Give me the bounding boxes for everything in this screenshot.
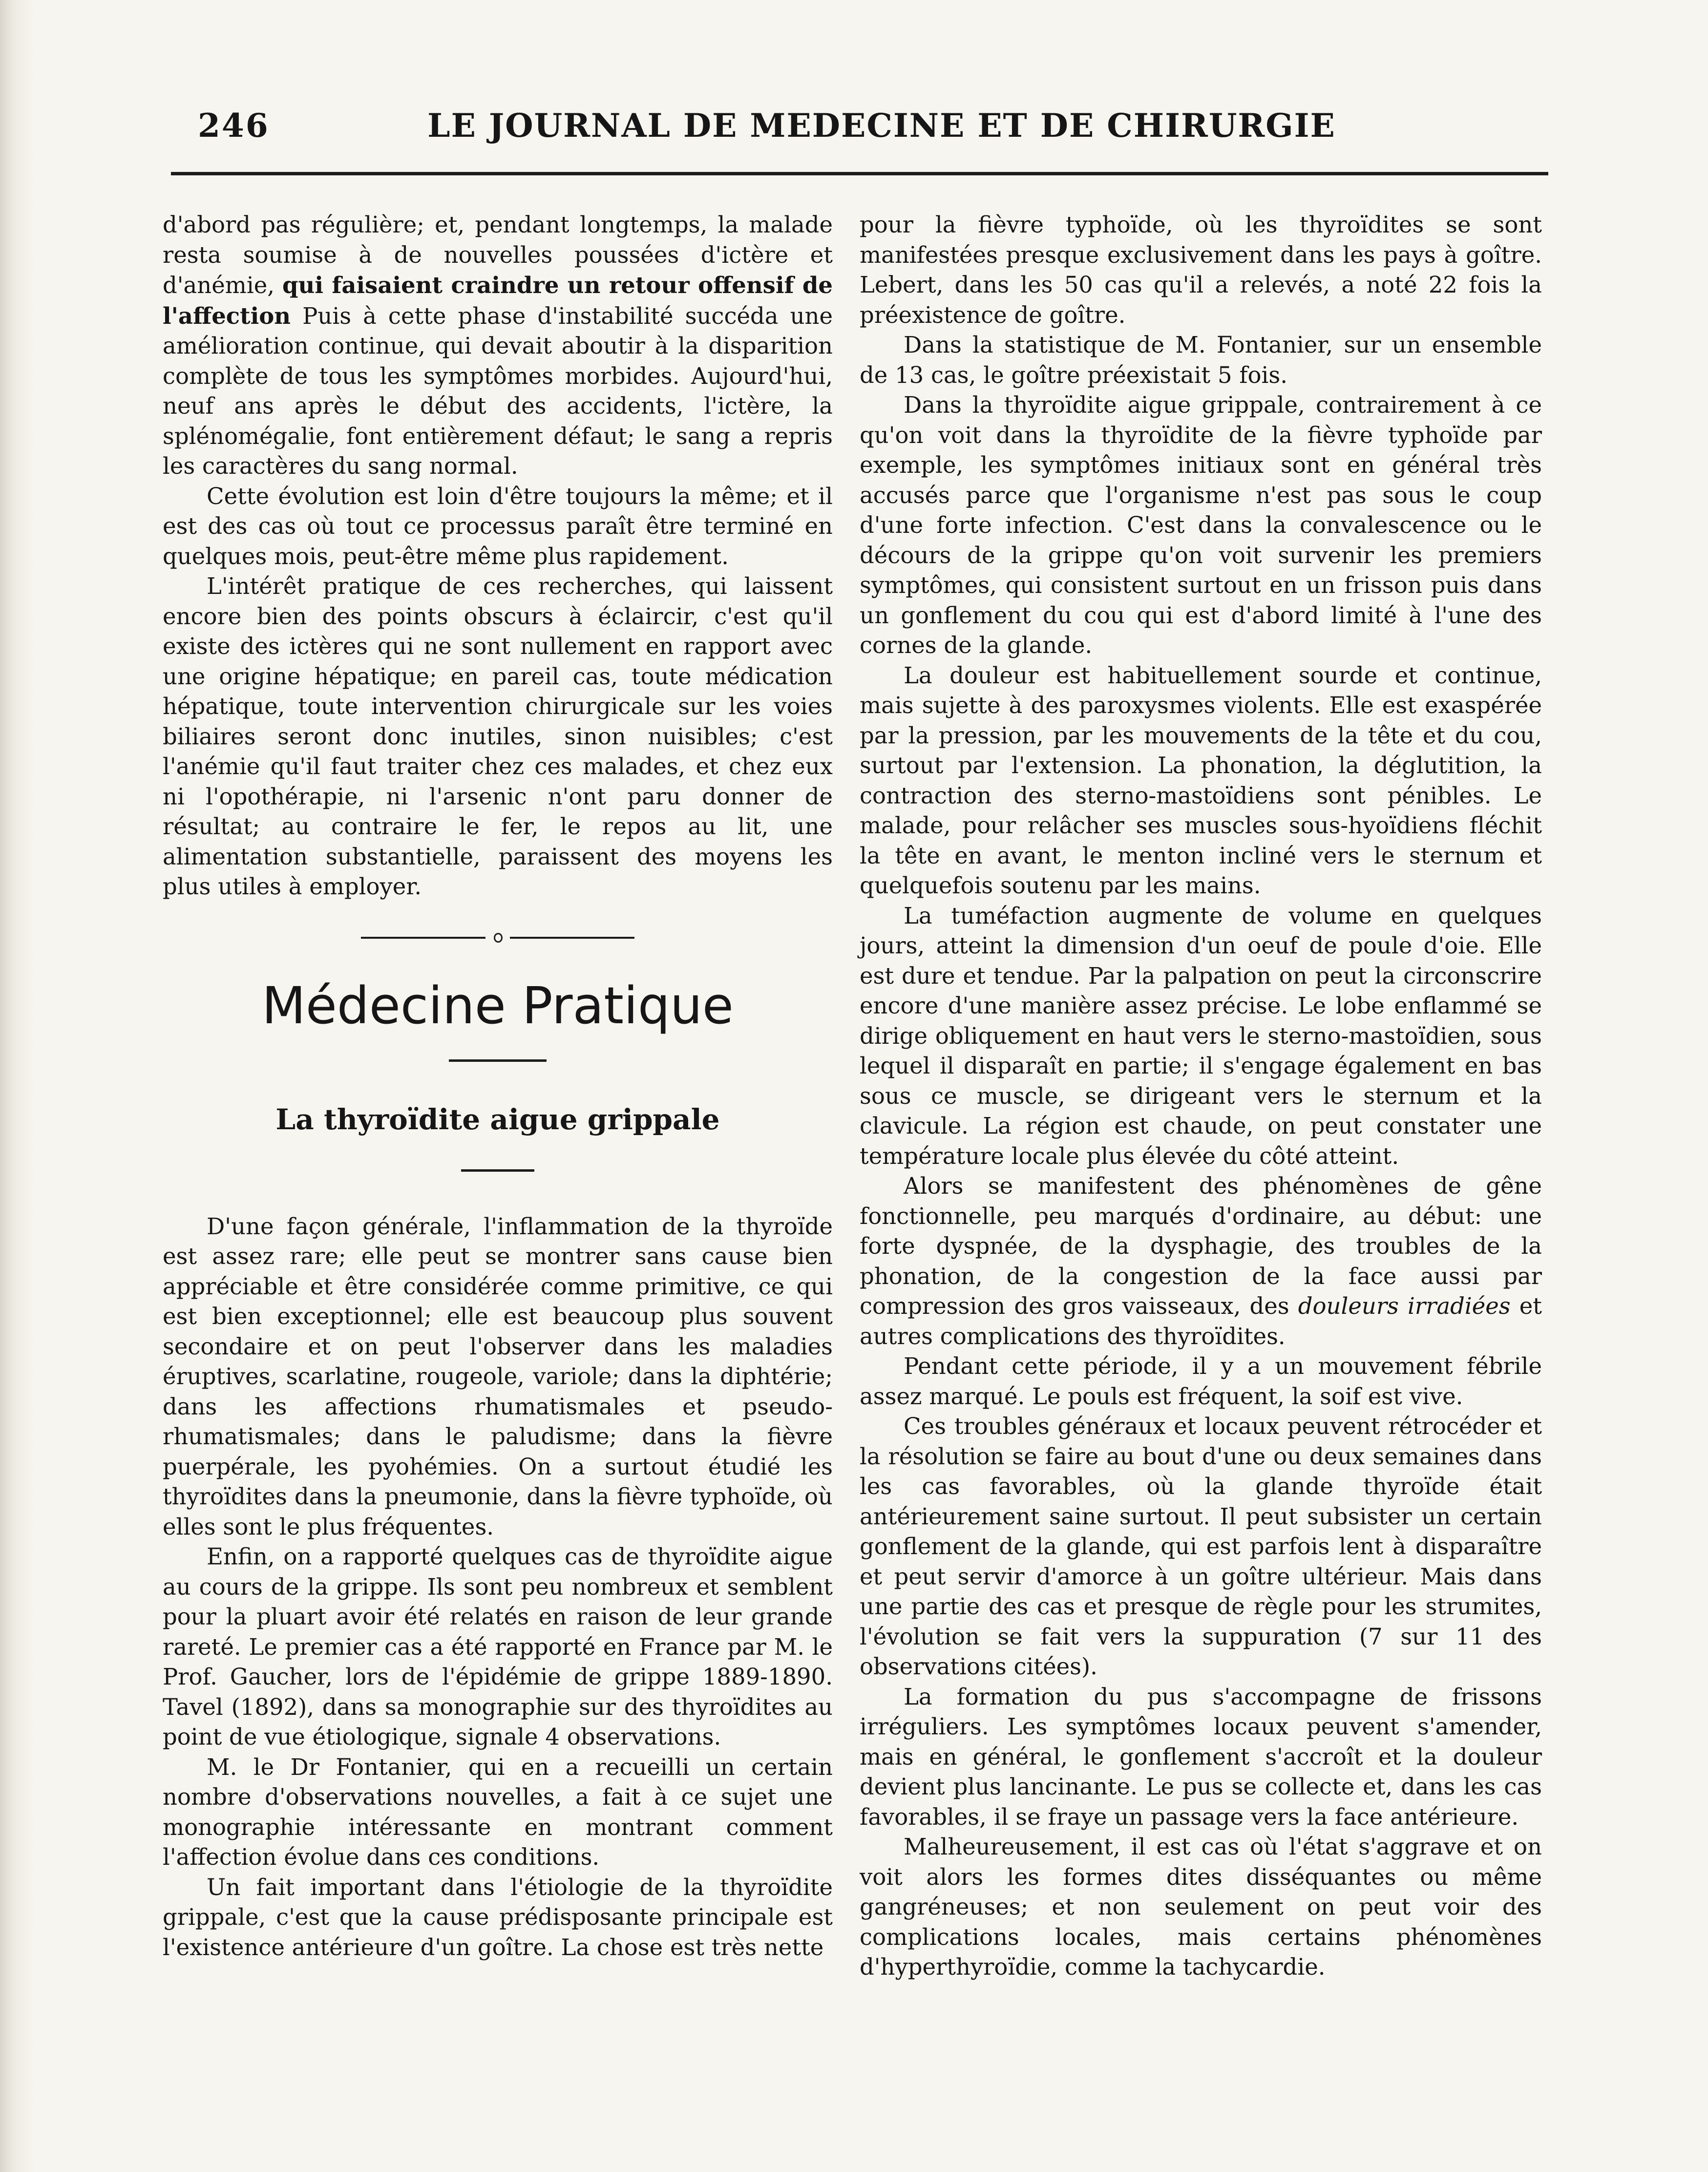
paragraph-text: et autres complications des thyroïdites.: [860, 1293, 1542, 1350]
ornament-line: [361, 937, 485, 939]
paragraph: Cette évolution est loin d'être toujours la même; et il est des cas où tout ce processus paraît être terminé en quelques mois, peut-être même plus rapidement.: [163, 483, 833, 569]
paragraph: L'intérêt pratique de ces recherches, qui laissent encore bien des points obscurs à éclaircir, c'est qu'il existe des ictères qui ne sont nullement en rapport avec une origine hépatique; en pareil cas, toute médication hépatique, toute intervention chirurgicale sur les voies biliaires seront donc inutiles, sinon nuisibles; c'est l'anémie qu'il faut traiter chez ces malades, et chez eux ni l'opothérapie, ni l'arsenic n'ont paru donner de résultat; au contraire le fer, le repos au lit, une alimentation substantielle, paraissent des moyens les plus utiles à employer.: [163, 573, 833, 900]
section-rule: [449, 1059, 547, 1062]
paragraph: Un fait important dans l'étiologie de la thyroïdite grippale, c'est que la cause prédisposante principale est l'existence antérieure d'un goître. La chose est très nette: [163, 1874, 833, 1961]
paragraph-text: Alors se manifestent des phénomènes de gêne fonctionnelle, peu marqués d'ordinaire, au début: une forte dyspnée, de la dysphagie, des troubles de la phonation, de la congestion de la face aussi par compression des gros vaisseaux, des: [860, 1173, 1542, 1319]
paragraph: Dans la statistique de M. Fontanier, sur un ensemble de 13 cas, le goître préexistait 5 fois.: [860, 332, 1542, 388]
paragraph: Malheureusement, il est cas où l'état s'aggrave et on voit alors les formes dites disséquantes ou même gangréneuses; et non seulement on peut voir des complications locales, mais certains phénomènes d'hyperthyroïdie, comme la tachycardie.: [860, 1834, 1542, 1980]
paragraph-italic-text: douleurs irradiées: [1298, 1293, 1511, 1319]
section-title: Médecine Pratique: [262, 975, 734, 1035]
paragraph: Enfin, on a rapporté quelques cas de thyroïdite aigue au cours de la grippe. Ils sont peu nombreux et semblent pour la pluart avoir été relatés en raison de leur grande rareté. Le premier cas a été rapporté en France par M. le Prof. Gaucher, lors de l'épidémie de grippe 1889-1890. Tavel (1892), dans sa monographie sur des thyroïdites au point de vue étiologique, signale 4 observations.: [163, 1543, 833, 1750]
paragraph-text: Puis à cette phase d'instabilité succéda une amélioration continue, qui devait aboutir à la disparition complète de tous les symptômes morbides. Aujourd'hui, neuf ans après le début des accidents, l'ictère, la splénomégalie, font entièrement défaut; le sang a repris les caractères du sang normal.: [163, 302, 833, 479]
section-heading-block: [163, 932, 833, 1172]
paragraph: M. le Dr Fontanier, qui en a recueilli un certain nombre d'observations nouvelles, a fait à ce sujet une monographie intéressante en montrant comment l'affection évolue dans ces conditions.: [163, 1753, 833, 1870]
page-header: [178, 106, 1585, 160]
ornament-ring: [494, 933, 503, 943]
scan-edge-shadow: [0, 0, 34, 2172]
journal-title: LE JOURNAL DE MEDECINE ET DE CHIRURGIE: [427, 106, 1336, 145]
article-rule: [461, 1169, 534, 1172]
paragraph: Ces troubles généraux et locaux peuvent rétrocéder et la résolution se faire au bout d'une ou deux semaines dans les cas favorables, où la glande thyroïde était antérieurement saine surtout. Il peut subsister un certain gonflement de la glande, qui est parfois lent à disparaître et peut servir d'amorce à un goître ultérieur. Mais dans une partie des cas et presque de règle pour les strumites, l'évolution se fait vers la suppuration (7 sur 11 des observations citées).: [860, 1413, 1542, 1680]
paragraph: Dans la thyroïdite aigue grippale, contrairement à ce qu'on voit dans la thyroïdite de la fièvre typhoïde par exemple, les symptômes initiaux sont en général très accusés parce que l'organisme n'est pas sous le coup d'une forte infection. C'est dans la convalescence ou le décours de la grippe qu'on voit survenir les premiers symptômes, qui consistent surtout en un frisson puis dans un gonflement du cou qui est d'abord limité à l'une des cornes de la glande.: [860, 392, 1542, 658]
paragraph-text: d'abord pas régulière; et, pendant longtemps, la malade resta soumise à de nouvelles poussées d'ictère et d'anémie,: [163, 211, 833, 298]
page-number: 246: [198, 106, 270, 145]
paragraph-bold-text: qui faisaient craindre un retour offensif de l'affection: [163, 272, 833, 329]
paragraph: La douleur est habituellement sourde et continue, mais sujette à des paroxysmes violents. Elle est exaspérée par la pression, par les mouvements de la tête et du cou, surtout par l'extension. La phonation, la déglutition, la contraction des sterno-mastoïdiens sont pénibles. Le malade, pour relâcher ses muscles sous-hyoïdiens fléchit la tête en avant, le menton incliné vers le sternum et quelquefois soutenu par les mains.: [860, 662, 1542, 899]
ornament-line: [510, 937, 634, 939]
header-rule: [171, 172, 1548, 175]
paragraph: Pendant cette période, il y a un mouvement fébrile assez marqué. Le pouls est fréquent, la soif est vive.: [860, 1353, 1542, 1410]
right-column: [860, 210, 1542, 1982]
left-column: [163, 210, 833, 1962]
paragraph: pour la fièvre typhoïde, où les thyroïdites se sont manifestées presque exclusivement dans les pays à goître. Lebert, dans les 50 cas qu'il a relevés, a noté 22 fois la préexistence de goître.: [860, 211, 1542, 328]
article-title: La thyroïdite aigue grippale: [275, 1102, 720, 1136]
paragraph: [860, 1171, 1542, 1351]
paragraph: La formation du pus s'accompagne de frissons irréguliers. Les symptômes locaux peuvent s'amender, mais en général, le gonflement s'accroît et la douleur devient plus lancinante. Le pus se collecte et, dans les cas favorables, il se fraye un passage vers la face antérieure.: [860, 1683, 1542, 1830]
paragraph: D'une façon générale, l'inflammation de la thyroïde est assez rare; elle peut se montrer sans cause bien appréciable et être considérée comme primitive, ce qui est bien exceptionnel; elle est beaucoup plus souvent secondaire et on peut l'observer dans les maladies éruptives, scarlatine, rougeole, variole; dans la diphtérie; dans les affections rhumatismales et pseudo-rhumatismales; dans le paludisme; dans la fièvre puerpérale, les pyohémies. On a surtout étudié les thyroïdites dans la pneumonie, dans la fièvre typhoïde, où elles sont le plus fréquentes.: [163, 1213, 833, 1540]
paragraph: La tuméfaction augmente de volume en quelques jours, atteint la dimension d'un oeuf de poule d'oie. Elle est dure et tendue. Par la palpation on peut la circonscrire encore d'une manière assez précise. Le lobe enflammé se dirige obliquement en haut vers le sterno-mastoïdien, sous lequel il disparaît en partie; il s'engage également en bas sous ce muscle, se dirigeant vers le sternum et la clavicule. La région est chaude, on peut constater une température locale plus élevée du côté atteint.: [860, 902, 1542, 1169]
ornament-divider: [361, 932, 634, 942]
paragraph: [163, 210, 833, 482]
